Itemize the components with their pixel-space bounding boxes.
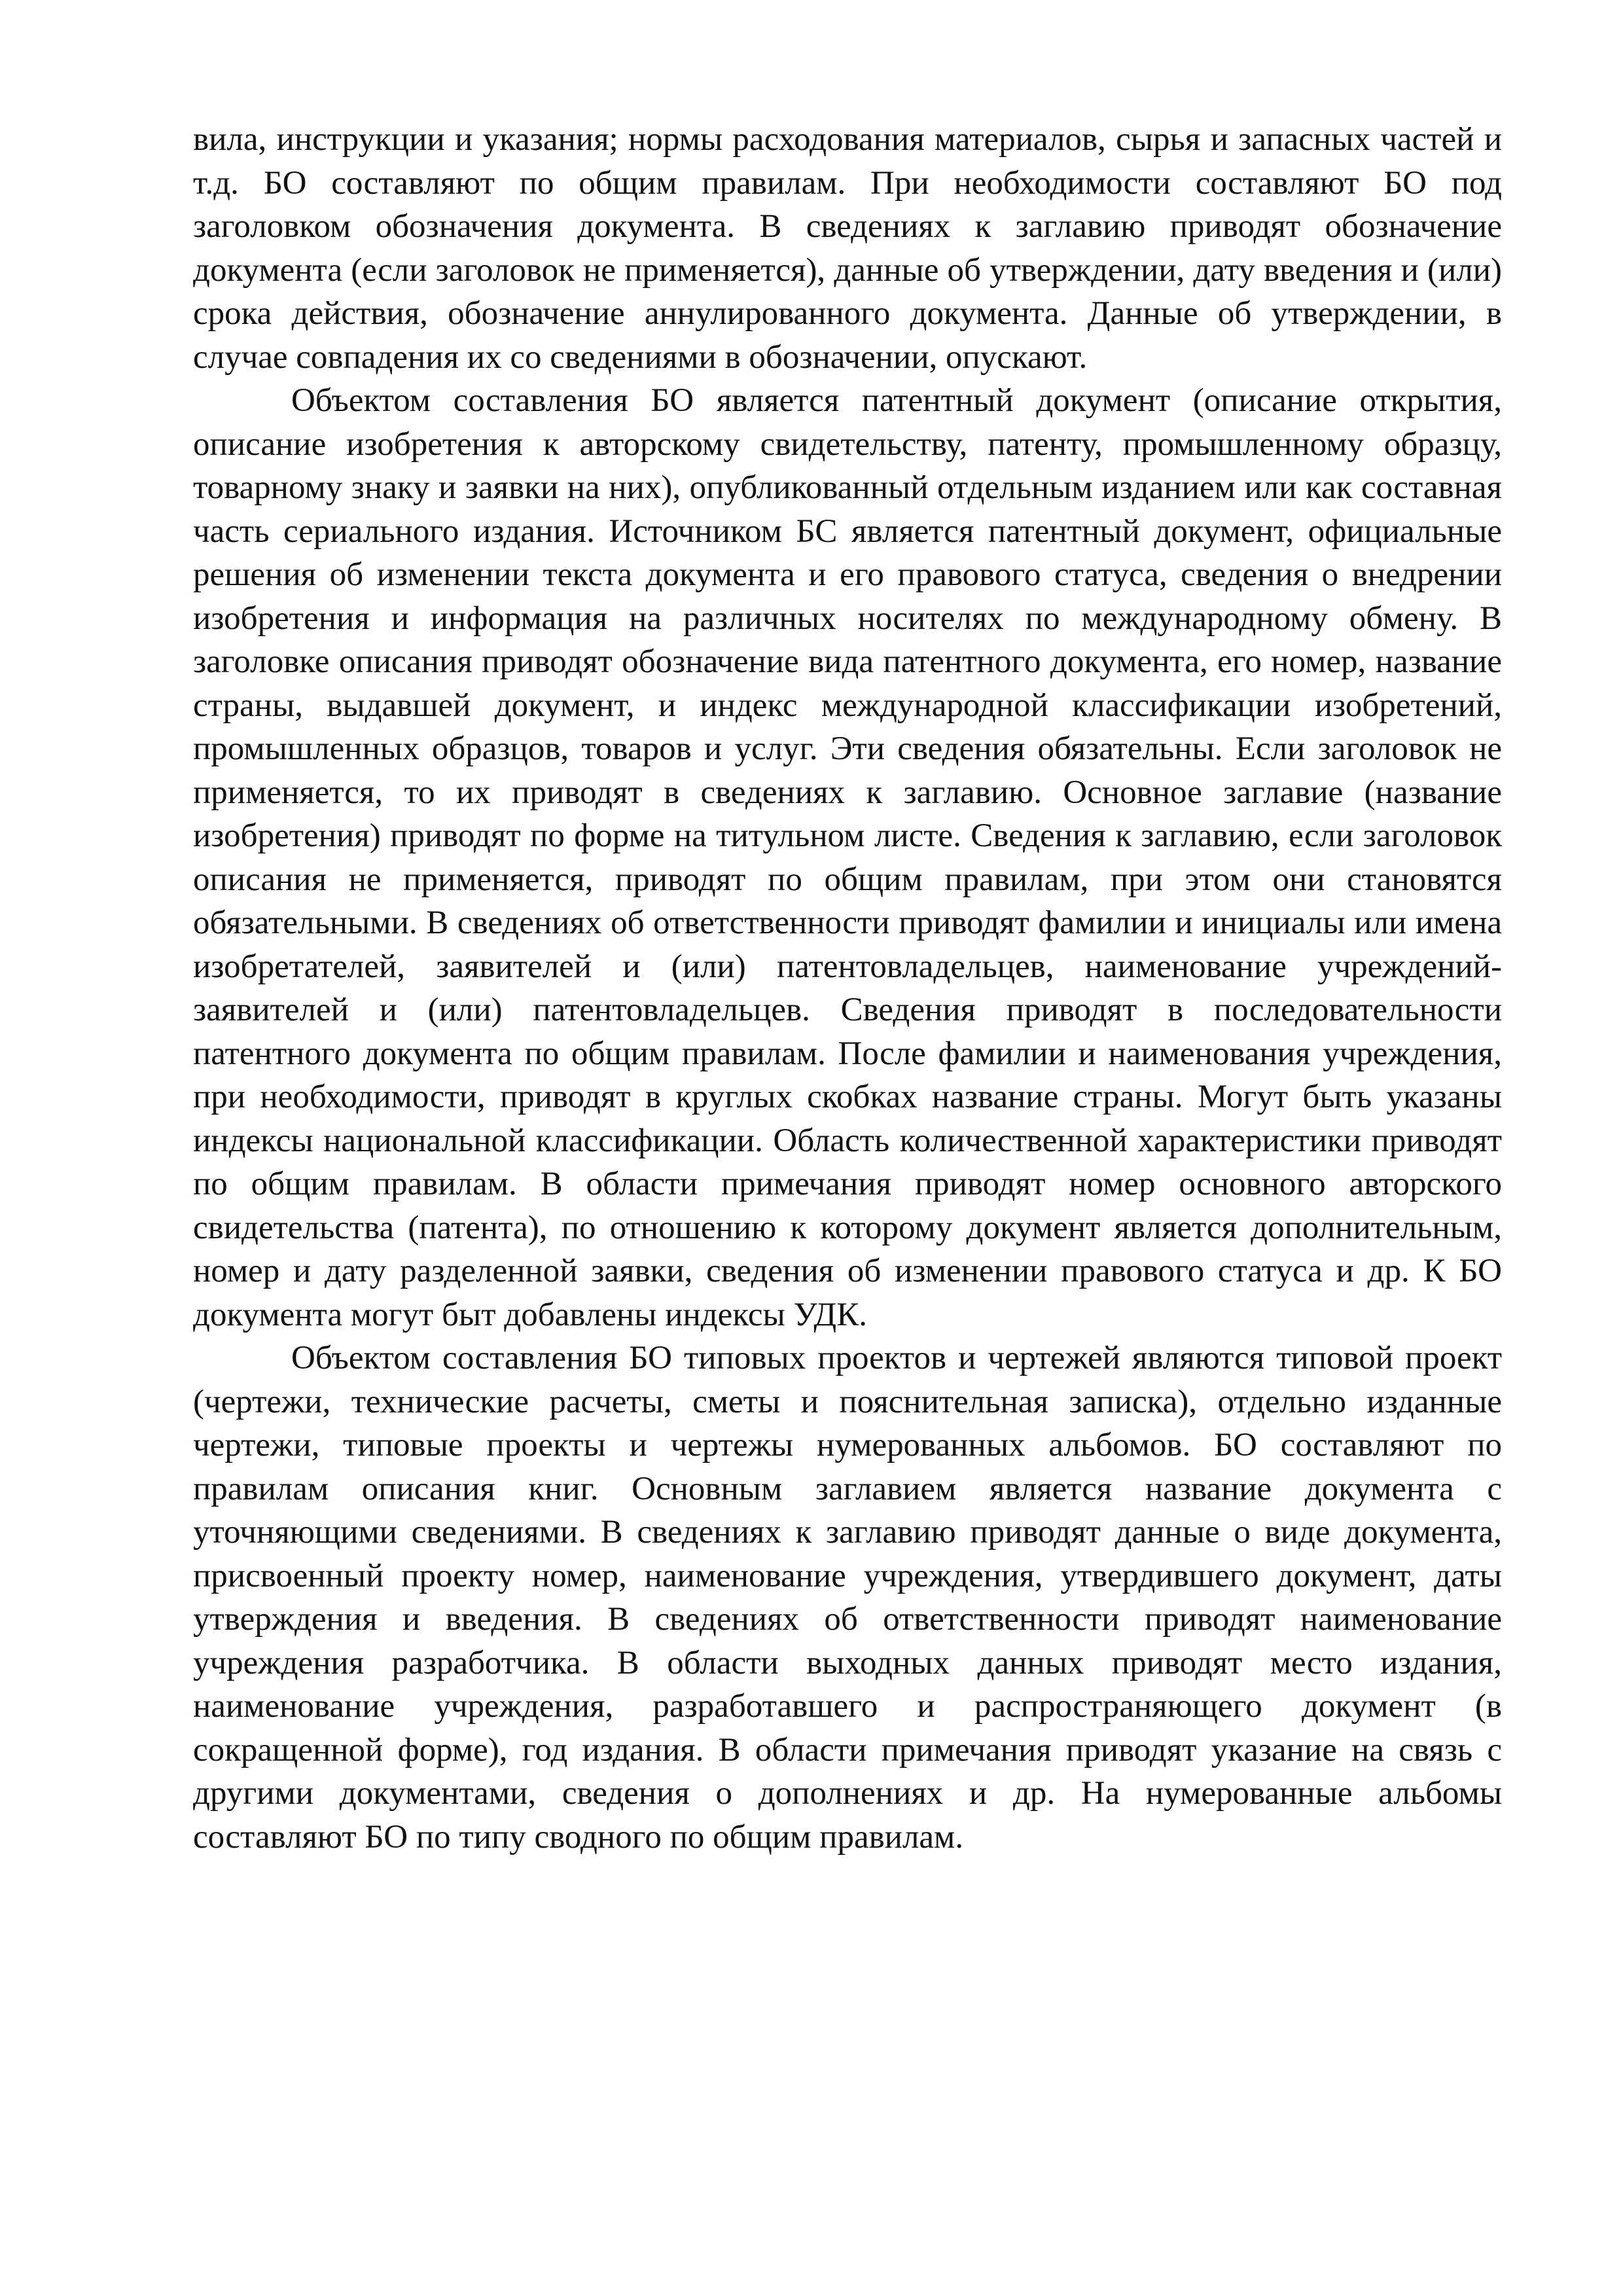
document-page xyxy=(193,118,1502,1859)
paragraph-1: вила, инструкции и указания; нормы расходования материалов, сырья и запасных частей и т.д. БО составляют по общим правилам. При необходимости составляют БО под заголовком обозначения документа. В сведениях к заглавию приводят обозначение документа (если заголовок не применяется), данные об утверждении, дату введения и (или) срока действия, обозначение аннулированного документа. Данные об утверждении, в случае совпадения их со сведениями в обозначении, опускают. xyxy=(193,121,1502,376)
paragraph-3: Объектом составления БО типовых проектов и чертежей являются типовой проект (чертежи, технические расчеты, сметы и пояснительная записка), отдельно изданные чертежи, типовые проекты и чертежы нумерованных альбомов. БО составляют по правилам описания книг. Основным заглавием является название документа с уточняющими сведениями. В сведениях к заглавию приводят данные о виде документа, присвоенный проекту номер, наименование учреждения, утвердившего документ, даты утверждения и введения. В сведениях об ответственности приводят наименование учреждения разработчика. В области выходных данных приводят место издания, наименование учреждения, разработавшего и распространяющего документ (в сокращенной форме), год издания. В области примечания приводят указание на связь с другими документами, сведения о дополнениях и др. На нумерованные альбомы составляют БО по типу сводного по общим правилам. xyxy=(193,1340,1502,1856)
paragraph-2: Объектом составления БО является патентный документ (описание открытия, описание изобретения к авторскому свидетельству, патенту, промышленному образцу, товарному знаку и заявки на них), опубликованный отдельным изданием или как составная часть сериального издания. Источником БС является патентный документ, официальные решения об изменении текста документа и его правового статуса, сведения о внедрении изобретения и информация на различных носителях по международному обмену. В заголовке описания приводят обозначение вида патентного документа, его номер, название страны, выдавшей документ, и индекс международной классификации изобретений, промышленных образцов, товаров и услуг. Эти сведения обязательны. Если заголовок не применяется, то их приводят в сведениях к заглавию. Основное заглавие (название изобретения) приводят по форме на титульном листе. Сведения к заглавию, если заголовок описания не применяется, приводят по общим правилам, при этом они становятся обязательными. В сведениях об ответственности приводят фамилии и инициалы или имена изобретателей, заявителей и (или) патентовладельцев, наименование учреждений-заявителей и (или) патентовладельцев. Сведения приводят в последовательности патентного документа по общим правилам. После фамилии и наименования учреждения, при необходимости, приводят в круглых скобках название страны. Могут быть указаны индексы национальной классификации. Область количественной характеристики приводят по общим правилам. В области примечания приводят номер основного авторского свидетельства (патента), по отношению к которому документ является дополнительным, номер и дату разделенной заявки, сведения об изменении правового статуса и др. К БО документа могут быт добавлены индексы УДК. xyxy=(193,382,1502,1333)
